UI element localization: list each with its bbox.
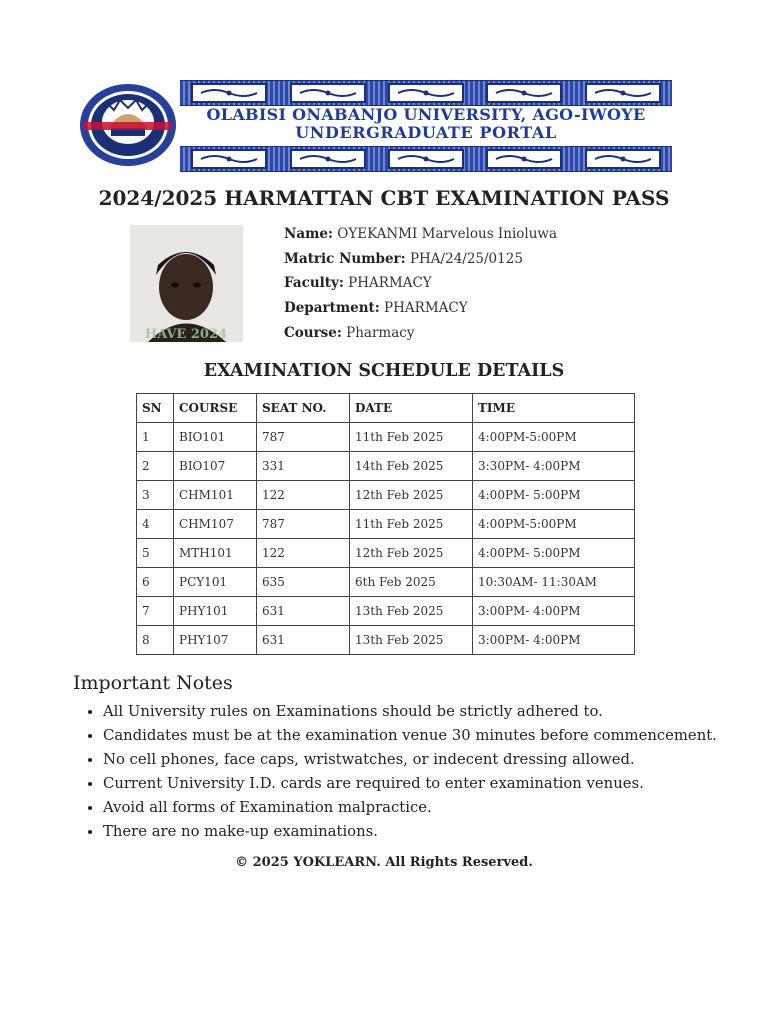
cell-date: 12th Feb 2025: [350, 539, 473, 568]
table-row: [137, 423, 635, 452]
cell-sn: 1: [137, 423, 174, 452]
cell-course: BIO107: [174, 452, 257, 481]
cell-course: MTH101: [174, 539, 257, 568]
department-value: PHARMACY: [384, 300, 468, 317]
department-label: Department:: [284, 300, 380, 317]
table-row: [137, 626, 635, 655]
cell-sn: 3: [137, 481, 174, 510]
table-header-row: [137, 394, 635, 423]
faculty-label: Faculty:: [284, 275, 344, 292]
portal-name: UNDERGRADUATE PORTAL: [295, 123, 557, 142]
matric-label: Matric Number:: [284, 250, 406, 267]
cell-sn: 5: [137, 539, 174, 568]
table-row: [137, 597, 635, 626]
department-row: [284, 296, 557, 321]
cell-time: 3:00PM- 4:00PM: [473, 597, 635, 626]
cell-time: 4:00PM-5:00PM: [473, 510, 635, 539]
table-row: [137, 452, 635, 481]
cell-time: 4:00PM-5:00PM: [473, 423, 635, 452]
cell-time: 3:30PM- 4:00PM: [473, 452, 635, 481]
list-item: • No cell phones, face caps, wristwatches, or indecent dressing allowed.: [103, 748, 768, 772]
course-label: Course:: [284, 324, 342, 341]
cell-seat: 635: [257, 568, 350, 597]
cell-date: 14th Feb 2025: [350, 452, 473, 481]
list-item: • Avoid all forms of Examination malpractice.: [103, 796, 768, 820]
cell-seat: 631: [257, 597, 350, 626]
cell-date: 11th Feb 2025: [350, 423, 473, 452]
cell-course: PCY101: [174, 568, 257, 597]
cell-date: 13th Feb 2025: [350, 597, 473, 626]
list-item: • Candidates must be at the examination venue 30 minutes before commencement.: [103, 724, 768, 748]
cell-sn: 4: [137, 510, 174, 539]
student-name: OYEKANMI Marvelous Inioluwa: [337, 226, 558, 242]
cell-course: CHM101: [174, 481, 257, 510]
cell-course: PHY101: [174, 597, 257, 626]
schedule-table: [136, 393, 635, 655]
name-row: [284, 222, 557, 247]
cell-time: 4:00PM- 5:00PM: [473, 481, 635, 510]
student-photo: [130, 225, 243, 342]
course-row: [284, 321, 557, 346]
cell-date: 6th Feb 2025: [350, 568, 473, 597]
notes-title: Important Notes: [73, 672, 233, 694]
cell-seat: 331: [257, 452, 350, 481]
cell-sn: 8: [137, 626, 174, 655]
header-date: DATE: [350, 394, 473, 423]
university-name: OLABISI ONABANJO UNIVERSITY, AGO-IWOYE: [206, 105, 646, 124]
cell-time: 3:00PM- 4:00PM: [473, 626, 635, 655]
matric-row: [284, 247, 557, 272]
notes-list: [73, 700, 768, 844]
faculty-row: [284, 271, 557, 296]
photo-watermark: HAVE 2024: [144, 327, 228, 342]
cell-seat: 787: [257, 423, 350, 452]
header-time: TIME: [473, 394, 635, 423]
student-info: [284, 222, 557, 346]
table-row: [137, 539, 635, 568]
matric-number: PHA/24/25/0125: [409, 250, 523, 267]
table-row: [137, 481, 635, 510]
faculty-value: PHARMACY: [348, 275, 432, 292]
table-row: [137, 568, 635, 597]
schedule-title: EXAMINATION SCHEDULE DETAILS: [203, 361, 565, 381]
cell-sn: 7: [137, 597, 174, 626]
cell-course: PHY107: [174, 626, 257, 655]
cell-course: BIO101: [174, 423, 257, 452]
cell-date: 12th Feb 2025: [350, 481, 473, 510]
banner-title-block: [180, 80, 672, 170]
cell-sn: 6: [137, 568, 174, 597]
course-value: Pharmacy: [346, 324, 415, 341]
cell-course: CHM107: [174, 510, 257, 539]
university-logo: [78, 82, 178, 168]
cell-date: 13th Feb 2025: [350, 626, 473, 655]
list-item: • Current University I.D. cards are required to enter examination venues.: [103, 772, 768, 796]
list-item: • There are no make-up examinations.: [103, 820, 768, 844]
cell-sn: 2: [137, 452, 174, 481]
header-banner: [74, 76, 672, 172]
cell-time: 10:30AM- 11:30AM: [473, 568, 635, 597]
cell-seat: 122: [257, 481, 350, 510]
header-course: COURSE: [174, 394, 257, 423]
list-item: • All University rules on Examinations should be strictly adhered to.: [103, 700, 768, 724]
cell-seat: 787: [257, 510, 350, 539]
cell-seat: 122: [257, 539, 350, 568]
footer-copyright: © 2025 YOKLEARN. All Rights Reserved.: [235, 855, 533, 870]
name-label: Name:: [284, 226, 333, 242]
table-row: [137, 510, 635, 539]
cell-time: 4:00PM- 5:00PM: [473, 539, 635, 568]
decorative-pattern-top: [180, 80, 672, 106]
cell-date: 11th Feb 2025: [350, 510, 473, 539]
header-sn: SN: [137, 394, 174, 423]
cell-seat: 631: [257, 626, 350, 655]
decorative-pattern-bottom: [180, 146, 672, 172]
header-seat: SEAT NO.: [257, 394, 350, 423]
page-title: 2024/2025 HARMATTAN CBT EXAMINATION PASS: [98, 186, 670, 210]
banner-text: [180, 106, 672, 142]
